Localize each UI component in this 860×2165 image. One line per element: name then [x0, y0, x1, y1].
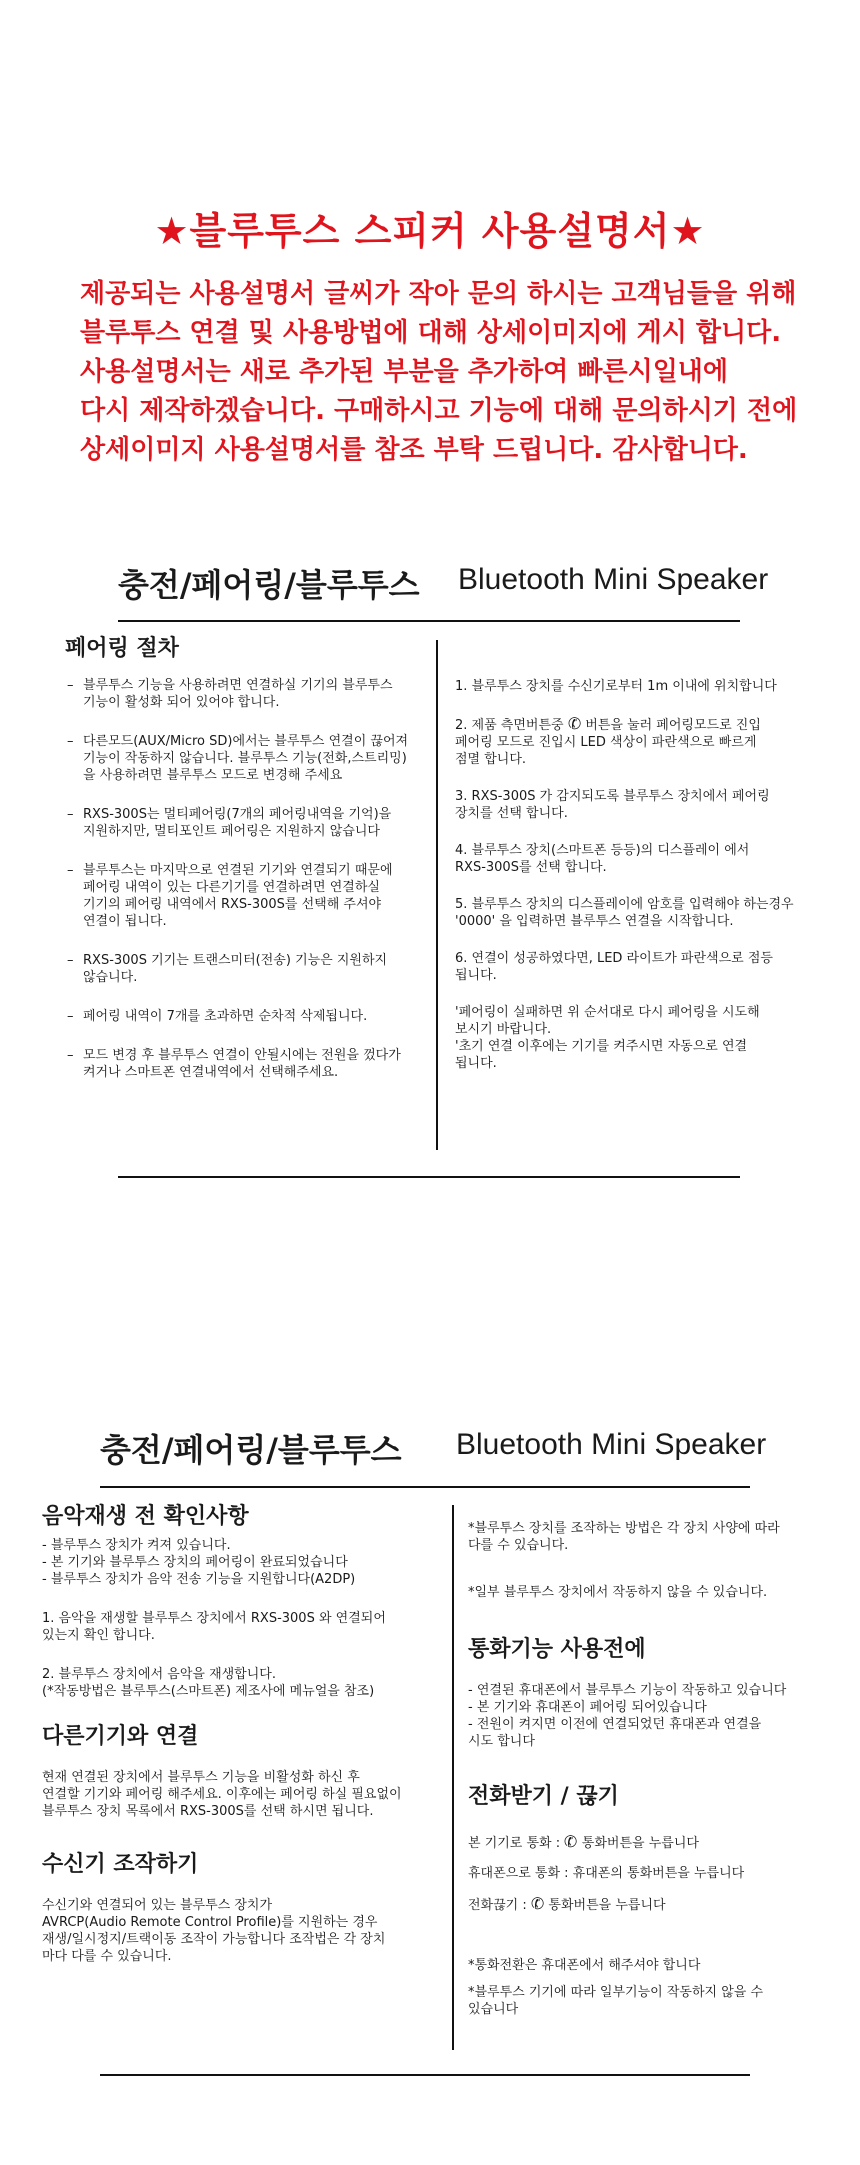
notice-line: 블루투스 연결 및 사용방법에 대해 상세이미지에 게시 합니다. — [80, 318, 782, 348]
pairing-step-line: 1. 블루투스 장치를 수신기로부터 1m 이내에 위치합니다 — [455, 679, 777, 694]
pairing-step-line: 장치를 선택 합니다. — [455, 806, 568, 821]
answer-row — [468, 1859, 848, 1889]
receiver-line: 재생/일시정지/트랙이동 조작이 가능합니다 조작법은 각 장치 — [42, 1932, 386, 1947]
notice-paragraph — [80, 275, 800, 470]
music-column — [42, 1504, 442, 1965]
pairing-steps-list — [455, 678, 835, 984]
pairing-step-item — [455, 788, 835, 822]
call-check-item: 시도 합니다 — [468, 1734, 535, 1749]
pairing-note-item — [65, 1008, 425, 1025]
pairing-step-item — [455, 678, 835, 695]
call-check-item: - 연결된 휴대폰에서 블루투스 기능이 작동하고 있습니다 — [468, 1683, 787, 1698]
pairing-note-item — [65, 677, 425, 711]
music-step-1 — [42, 1610, 442, 1644]
control-note-line: 다를 수 있습니다. — [468, 1538, 569, 1553]
pairing-note-line: – 블루투스는 마지막으로 연결된 기기와 연결되기 때문에 — [83, 863, 393, 878]
receiver-line: 마다 다를 수 있습니다. — [42, 1949, 172, 1964]
section1-title-en: Bluetooth Mini Speaker — [458, 563, 769, 596]
final-note-line: *블루투스 기기에 따라 일부기능이 작동하지 않을 수 — [468, 1985, 764, 2000]
phone-handset-icon: ✆ — [529, 1892, 546, 1915]
other-device-line: 블루투스 장치 목록에서 RXS-300S를 선택 하시면 됩니다. — [42, 1804, 374, 1819]
final-note-line: 있습니다 — [468, 2002, 519, 2017]
pairing-step-line: 5. 블루투스 장치의 디스플레이에 암호를 입력해야 하는경우 — [455, 897, 794, 912]
compat-note — [468, 1584, 848, 1601]
pairing-step-line: 3. RXS-300S 가 감지되도록 블루투스 장치에서 페어링 — [455, 789, 770, 804]
final-notes — [468, 1957, 848, 2018]
receiver-control-text — [42, 1897, 442, 1965]
receiver-line: AVRCP(Audio Remote Control Profile)를 지원하는 경우 — [42, 1915, 378, 1930]
pairing-step-item — [455, 712, 835, 768]
pairing-note-line: 지원하지만, 멀티포인트 페어링은 지원하지 않습니다 — [83, 824, 380, 839]
pairing-step-item — [455, 950, 835, 984]
section1-divider — [436, 640, 438, 1150]
pairing-note-line: 켜거나 스마트폰 연결내역에서 선택해주세요. — [83, 1065, 339, 1080]
answer-row-text: 통화버튼을 누릅니다 — [577, 1836, 699, 1851]
music-check-list — [42, 1537, 442, 1588]
answer-row — [468, 1827, 848, 1859]
section1-title-ko: 충전/페어링/블루투스 — [118, 566, 420, 604]
pairing-step-item — [455, 842, 835, 876]
pairing-procedure-column — [65, 636, 425, 1103]
pairing-note-line: – 페어링 내역이 7개를 초과하면 순차적 삭제됩니다. — [83, 1009, 368, 1024]
section2-top-rule — [100, 1486, 750, 1488]
music-step-line: (*작동방법은 블루투스(스마트폰) 제조사에 메뉴얼을 참조) — [42, 1684, 375, 1699]
pairing-step-text: 2. 제품 측면버튼중 — [455, 718, 568, 733]
pairing-note-item — [65, 733, 425, 784]
pairing-step-line — [455, 712, 835, 735]
call-column — [468, 1520, 848, 2018]
answer-row-label: 본 기기로 통화 : — [468, 1836, 565, 1851]
other-device-text — [42, 1769, 442, 1820]
section2-divider — [452, 1505, 454, 2050]
music-step-line: 2. 블루투스 장치에서 음악을 재생합니다. — [42, 1667, 276, 1682]
pairing-step-item — [455, 896, 835, 930]
pairing-note-line: – RXS-300S 기기는 트랜스미터(전송) 기능은 지원하지 — [83, 953, 388, 968]
notice-line: 다시 제작하겠습니다. 구매하시고 기능에 대해 문의하시기 전에 — [80, 396, 798, 426]
pairing-note-item — [65, 952, 425, 986]
call-check-list — [468, 1682, 848, 1750]
control-note-line: *블루투스 장치를 조작하는 방법은 각 장치 사양에 따라 — [468, 1521, 780, 1536]
section2-bottom-rule — [100, 2074, 750, 2076]
call-check-item: - 전원이 켜지면 이전에 연결되었던 휴대폰과 연결을 — [468, 1717, 762, 1732]
pairing-note-line: 을 사용하려면 블루투스 모드로 변경해 주세요 — [83, 768, 343, 783]
pairing-step-line: 4. 블루투스 장치(스마트폰 등등)의 디스플레이 에서 — [455, 843, 750, 858]
pairing-note-item — [65, 862, 425, 930]
section1-top-rule — [118, 620, 740, 622]
music-check-item: - 본 기기와 블루투스 장치의 페어링이 완료되었습니다 — [42, 1555, 348, 1570]
other-device-line: 연결할 기기와 페어링 해주세요. 이후에는 페어링 하실 필요없이 — [42, 1787, 402, 1802]
page-title: ★블루투스 스피커 사용설명서★ — [154, 209, 706, 253]
pairing-note-line: 기기의 페어링 내역에서 RXS-300S를 선택해 주셔야 — [83, 897, 382, 912]
notice-line: 제공되는 사용설명서 글씨가 작아 문의 하시는 고객님들을 위해 — [80, 279, 797, 309]
pairing-note-item — [65, 806, 425, 840]
answer-row-text: 통화버튼을 누릅니다 — [544, 1898, 666, 1913]
pairing-note-line: 기능이 작동하지 않습니다. 블루투스 기능(전화,스트리밍) — [83, 751, 407, 766]
call-check-item: - 본 기기와 휴대폰이 페어링 되어있습니다 — [468, 1700, 707, 1715]
pairing-step-line: 페어링 모드로 진입시 LED 색상이 파란색으로 빠르게 — [455, 735, 757, 750]
pairing-note-line: 됩니다. — [455, 1056, 497, 1071]
pairing-note-line: '초기 연결 이후에는 기기를 켜주시면 자동으로 연결 — [455, 1039, 748, 1054]
pairing-step-line: RXS-300S를 선택 합니다. — [455, 860, 607, 875]
notice-line: 상세이미지 사용설명서를 참조 부탁 드립니다. 감사합니다. — [80, 435, 748, 465]
pairing-step-line: '0000' 을 입력하면 블루투스 연결을 시작합니다. — [455, 914, 734, 929]
receiver-line: 수신기와 연결되어 있는 블루투스 장치가 — [42, 1898, 273, 1913]
call-feature-heading: 통화기능 사용전에 — [468, 1637, 646, 1662]
answer-row — [468, 1889, 848, 1921]
other-device-line: 현재 연결된 장치에서 블루투스 기능을 비활성화 하신 후 — [42, 1770, 360, 1785]
phone-handset-icon: ✆ — [566, 712, 583, 735]
notice-line: 사용설명서는 새로 추가된 부분을 추가하여 빠른시일내에 — [80, 357, 729, 387]
control-note — [468, 1520, 848, 1554]
phone-handset-icon: ✆ — [562, 1830, 580, 1853]
final-note-line: *통화전환은 휴대폰에서 해주셔야 합니다 — [468, 1958, 701, 1973]
pairing-note-line: 않습니다. — [83, 970, 138, 985]
music-check-heading: 음악재생 전 확인사항 — [42, 1504, 249, 1529]
music-step-2 — [42, 1666, 442, 1700]
pairing-note-line: – 모드 변경 후 블루투스 연결이 안될시에는 전원을 껐다가 — [83, 1048, 401, 1063]
music-step-line: 있는지 확인 합니다. — [42, 1628, 155, 1643]
pairing-note-item — [65, 1047, 425, 1081]
pairing-procedure-heading: 페어링 절차 — [65, 636, 179, 661]
compat-note-line: *일부 블루투스 장치에서 작동하지 않을 수 있습니다. — [468, 1585, 768, 1600]
section2-title-en: Bluetooth Mini Speaker — [456, 1428, 767, 1461]
pairing-notes-list — [65, 677, 425, 1081]
pairing-note-line: 기능이 활성화 되어 있어야 합니다. — [83, 695, 280, 710]
pairing-note-line: – 블루투스 기능을 사용하려면 연결하실 기기의 블루투스 — [83, 678, 393, 693]
pairing-step-line: 6. 연결이 성공하였다면, LED 라이트가 파란색으로 점등 — [455, 951, 773, 966]
pairing-note-line: 페어링 내역이 있는 다른기기를 연결하려면 연결하실 — [83, 880, 380, 895]
music-check-item: - 블루투스 장치가 켜져 있습니다. — [42, 1538, 231, 1553]
pairing-note-line: – 다른모드(AUX/Micro SD)에서는 블루투스 연결이 끊어져 — [83, 734, 409, 749]
section2-title-ko: 충전/페어링/블루투스 — [100, 1431, 402, 1469]
pairing-steps-column — [455, 678, 835, 1072]
pairing-step-line: 됩니다. — [455, 968, 497, 983]
pairing-note-line: 보시기 바랍니다. — [455, 1022, 552, 1037]
pairing-note-line: '페어링이 실패하면 위 순서대로 다시 페어링을 시도해 — [455, 1005, 760, 1020]
section1-bottom-rule — [118, 1176, 740, 1178]
answer-end-list — [468, 1827, 848, 1921]
answer-end-heading: 전화받기 / 끊기 — [468, 1784, 619, 1809]
answer-row-label: 전화끊기 : — [468, 1898, 531, 1913]
pairing-note-line: – RXS-300S는 멀티페어링(7개의 페어링내역을 기억)을 — [83, 807, 392, 822]
pairing-step-text: 버튼을 눌러 페어링모드로 진입 — [581, 718, 761, 733]
other-device-heading: 다른기기와 연결 — [42, 1724, 199, 1749]
pairing-step-line: 점멸 합니다. — [455, 752, 527, 767]
music-step-line: 1. 음악을 재생할 블루투스 장치에서 RXS-300S 와 연결되어 — [42, 1611, 386, 1626]
pairing-notes — [455, 1004, 835, 1072]
music-check-item: - 블루투스 장치가 음악 전송 기능을 지원합니다(A2DP) — [42, 1572, 356, 1587]
receiver-control-heading: 수신기 조작하기 — [42, 1852, 199, 1877]
answer-row-label: 휴대폰으로 통화 : 휴대폰의 통화버튼을 누릅니다 — [468, 1866, 745, 1881]
pairing-note-line: 연결이 됩니다. — [83, 914, 167, 929]
